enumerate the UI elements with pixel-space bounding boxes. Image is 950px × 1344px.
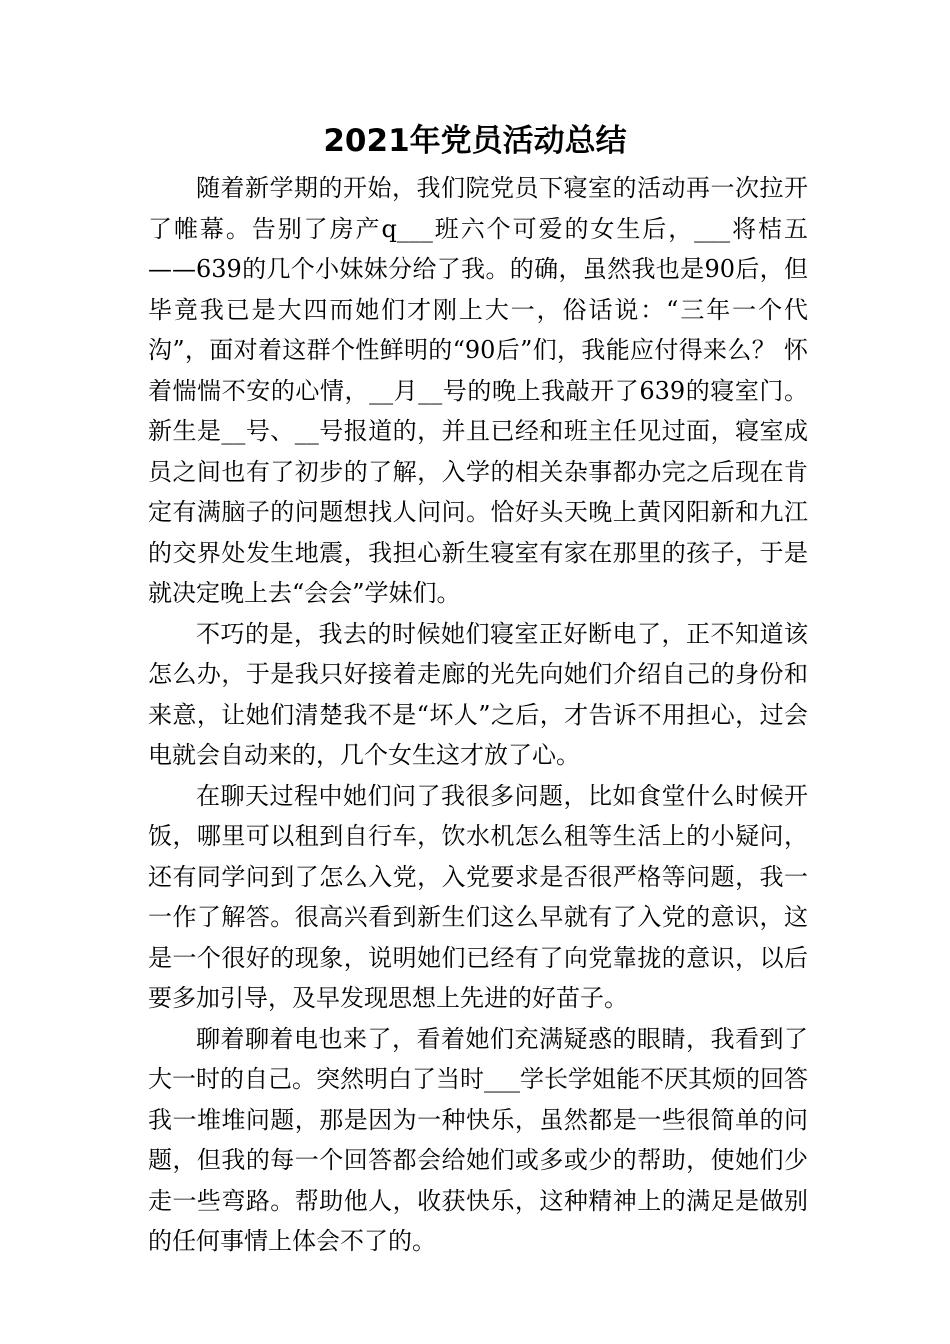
paragraph-1: 随着新学期的开始，我们院党员下寝室的活动再一次拉开了帷幕。告别了房产q___班六个可爱的女生后，___将桔五——639的几个小妹妹分给了我。的确，虽然我也是90后，但毕竟我已是大四而她们才刚上大一，俗话说：“三年一个代沟”，面对着这群个性鲜明的“90后”们，我能应付得来么？ 怀着惴惴不安的心情，__月__号的晚上我敲开了639的寝室门。新生是__号、__号报道的，并且已经和班主任见过面，寝室成员之间也有了初步的了解，入学的相关杂事都办完之后现在肯定有满脑子的问题想找人问问。恰好头天晚上黄冈阳新和九江的交界处发生地震，我担心新生寝室有家在那里的孩子，于是就决定晚上去“会会”学妹们。 (148, 174, 808, 607)
document-body (148, 168, 808, 1262)
document-title: 2021年党员活动总结 (323, 123, 627, 159)
paragraph-4: 聊着聊着电也来了，看着她们充满疑惑的眼睛，我看到了大一时的自己。突然明白了当时___学长学姐能不厌其烦的回答我一堆堆问题，那是因为一种快乐，虽然都是一些很简单的问题，但我的每一个回答都会给她们或多或少的帮助，使她们少走一些弯路。帮助他人，收获快乐，这种精神上的满足是做别的任何事情上体会不了的。 (148, 1024, 808, 1255)
paragraph-3: 在聊天过程中她们问了我很多问题，比如食堂什么时候开饭，哪里可以租到自行车，饮水机怎么租等生活上的小疑问，还有同学问到了怎么入党，入党要求是否很严格等问题，我一一作了解答。很高兴看到新生们这么早就有了入党的意识，这是一个很好的现象，说明她们已经有了向党靠拢的意识，以后要多加引导，及早发现思想上先进的好苗子。 (148, 781, 808, 1012)
paragraph-2: 不巧的是，我去的时候她们寝室正好断电了，正不知道该怎么办，于是我只好接着走廊的光先向她们介绍自己的身份和来意，让她们清楚我不是“坏人”之后，才告诉不用担心，过会电就会自动来的，几个女生这才放了心。 (148, 619, 808, 769)
